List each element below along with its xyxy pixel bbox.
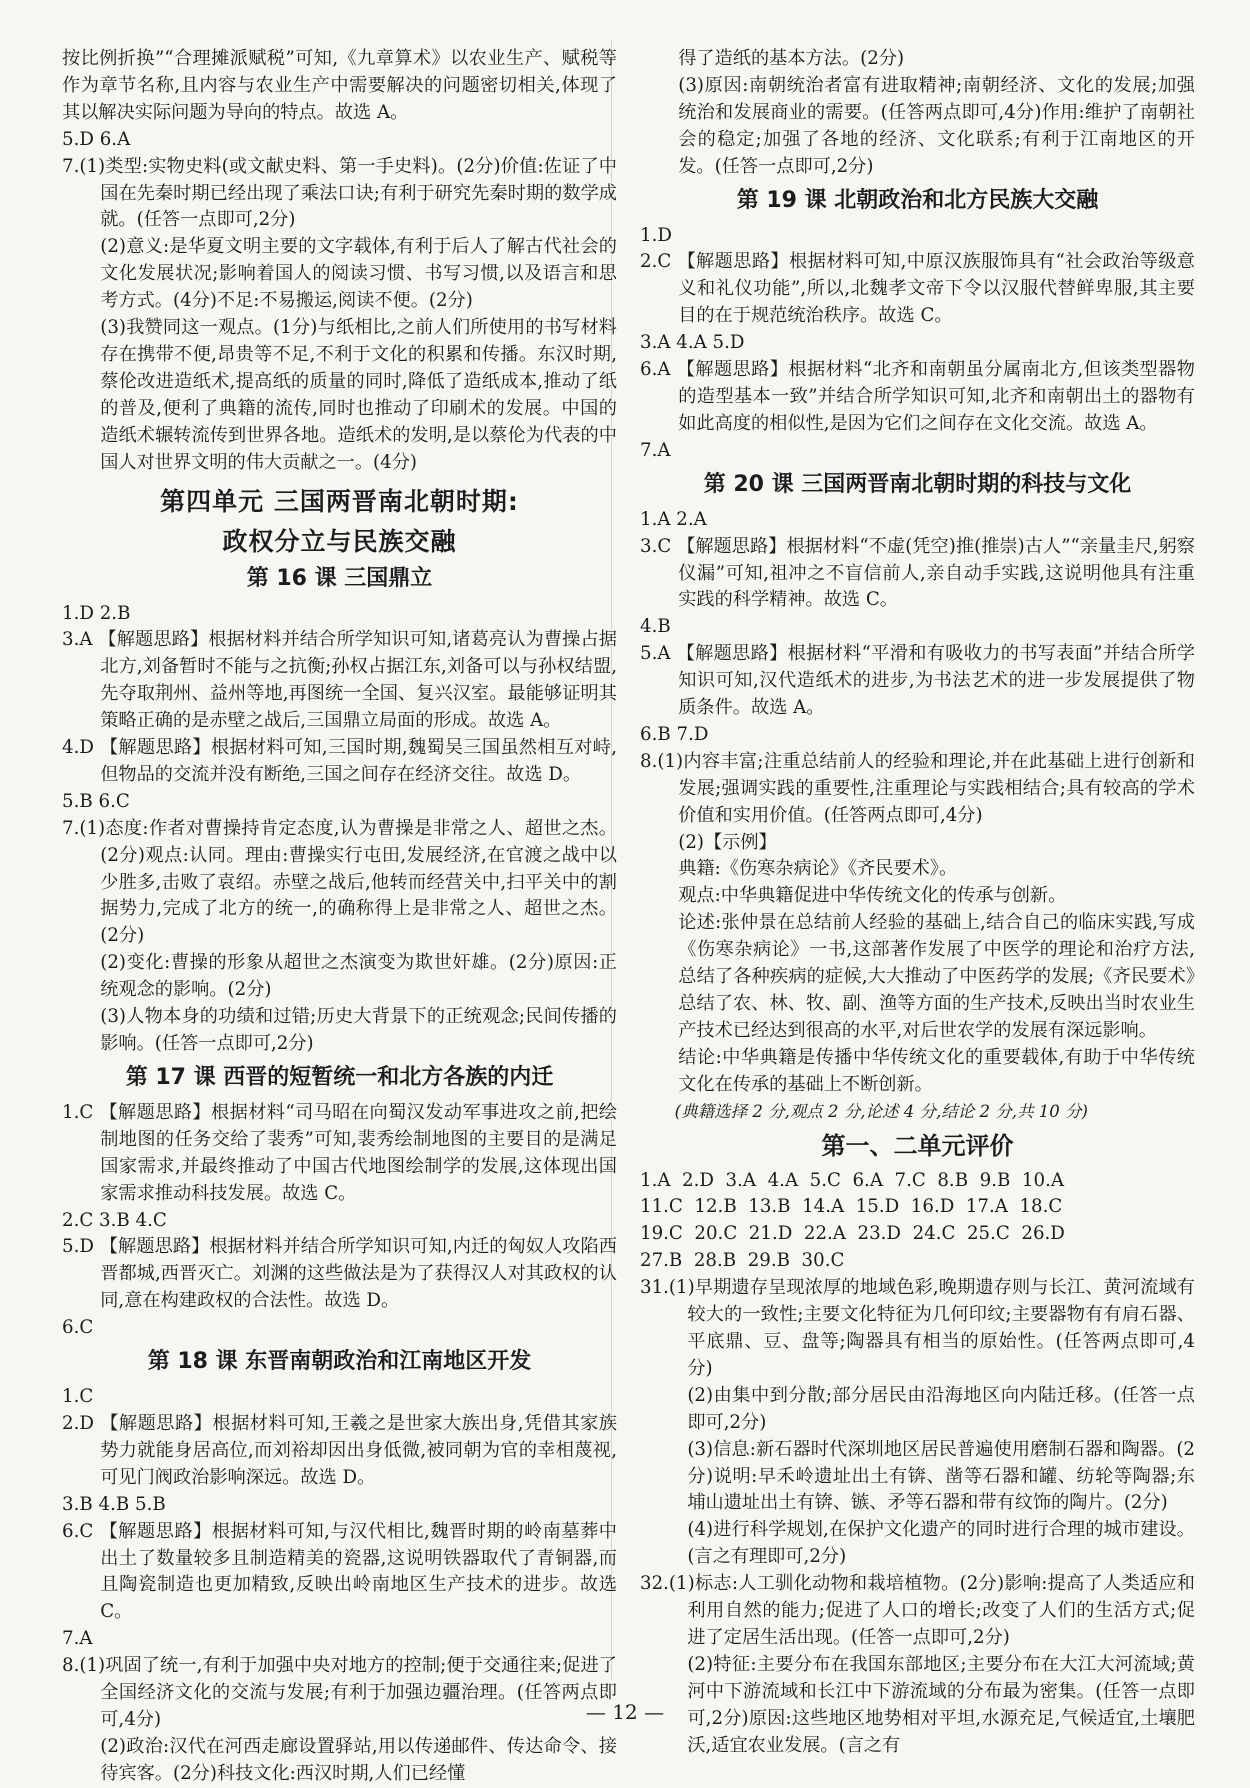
l18-answer-7: 7.A xyxy=(62,1628,93,1650)
l16-answer-7-3: (3)人物本身的功绩和过错;历史大背景下的正统观念;民间传播的影响。(任答一点即可,2分) xyxy=(100,1006,617,1054)
lesson-16-title: 第 16 课 三国鼎立 xyxy=(246,565,433,591)
evaluation-answers-row-4: 27.B 28.B 29.B 30.C xyxy=(640,1250,845,1272)
l16-answer-5: 5.B 6.C xyxy=(62,790,130,812)
l20-answer-6: 6.B 7.D xyxy=(640,723,709,745)
left-column xyxy=(62,46,617,1788)
evaluation-answers-row-1: 1.A 2.D 3.A 4.A 5.C 6.A 7.C 8.B 9.B 10.A xyxy=(640,1169,1064,1191)
answer-31-4: (4)进行科学规划,在保护文化遗产的同时进行合理的城市建设。(言之有理即可,2分) xyxy=(687,1519,1195,1568)
l17-answer-6: 6.C xyxy=(62,1317,94,1339)
answer-31-3: (3)信息:新石器时代深圳地区居民普遍使用磨制石器和陶器。(2分)说明:早禾岭遗址出土有锛、凿等石器和罐、纺轮等陶器;东埔山遗址出土有锛、镞、矛等石器和带有纹饰的陶片。(2分) xyxy=(687,1438,1195,1514)
answer-31-2: (2)由集中到分散;部分居民由沿海地区向内陆迁移。(任答一点即可,2分) xyxy=(687,1384,1195,1433)
l18-answer-2: 2.D 【解题思路】根据材料可知,王羲之是世家大族出身,凭借其家族势力就能身居高位,而刘裕却因出身低微,被同朝为官的幸相蔑视,可见门阀政治影响深远。故选 D。 xyxy=(62,1412,617,1488)
l19-answer-6: 6.A 【解题思路】根据材料“北齐和南朝虽分属南北方,但该类型器物的造型基本一致”并结合所学知识可知,北齐和南朝出土的器物有如此高度的相似性,是因为它们之间存在文化交流。故选 A。 xyxy=(640,359,1195,434)
l20-answer-8-2-head: (2)【示例】 xyxy=(678,831,777,853)
answer-5-6: 5.D 6.A xyxy=(62,128,131,150)
lesson-19-title: 第 19 课 北朝政治和北方民族大交融 xyxy=(736,187,1099,213)
l20-answer-8-2-view: 观点:中华典籍促进中华传统文化的传承与创新。 xyxy=(678,885,1067,907)
l17-answer-5: 5.D 【解题思路】根据材料并结合所学知识可知,内迁的匈奴人攻陷西晋都城,西晋灭亡。刘渊的这些做法是为了获得汉人对其政权的认同,意在构建政权的合法性。故选 D。 xyxy=(62,1236,617,1312)
l20-answer-8-2-argument: 论述:张仲景在总结前人经验的基础上,结合自己的临床实践,写成《伤寒杂病论》一书,这部著作发展了中医学的理论和治疗方法,总结了各种疾病的症候,大大推动了中医药学的发展;《齐民要术》总结了农、林、牧、副、渔等方面的生产技术,反映出当时农业生产技术已经达到很高的水平,对后世农学的发展有深远影响。 xyxy=(678,912,1195,1041)
answer-32-1: 32.(1)标志:人工驯化动物和栽培植物。(2分)影响:提高了人类适应和利用自然的能力;促进了人口的增长;改变了人们的生活方式;促进了定居生活出现。(任答一点即可,2分) xyxy=(640,1573,1195,1648)
l20-answer-8-2-books: 典籍:《伤寒杂病论》《齐民要术》。 xyxy=(678,858,958,880)
l16-answer-4: 4.D 【解题思路】根据材料可知,三国时期,魏蜀吴三国虽然相互对峙,但物品的交流并没有断绝,三国之间存在经济交往。故选 D。 xyxy=(62,737,617,785)
l19-answer-1: 1.D xyxy=(640,224,672,246)
l20-answer-4: 4.B xyxy=(640,616,671,638)
l20-answer-8-2-conclusion: 结论:中华典籍是传播中华传统文化的重要载体,有助于中华传统文化在传承的基础上不断创新。 xyxy=(678,1046,1195,1095)
answer-31-1: 31.(1)早期遗存呈现浓厚的地域色彩,晚期遗存则与长江、黄河流域有较大的一致性;主要文化特征为几何印纹;主要器物有有肩石器、平底鼎、豆、盘等;陶器具有相当的原始性。(任答两点即可,4分) xyxy=(640,1277,1195,1379)
continued-text-2: (3)原因:南朝统治者富有进取精神;南朝经济、文化的发展;加强统治和发展商业的需要。(任答两点即可,4分)作用:维护了南朝社会的稳定;加强了各地的经济、文化联系;有利于江南地区的开发。(任答一点即可,2分) xyxy=(678,74,1195,177)
answer-7-3: (3)我赞同这一观点。(1分)与纸相比,之前人们所使用的书写材料存在携带不便,昂贵等不足,不利于文化的积累和传播。东汉时期,蔡伦改进造纸术,提高纸的质量的同时,降低了造纸成本,推动了纸的普及,便利了典籍的流传,同时也推动了印刷术的发展。中国的造纸术辗转流传到世界各地。造纸术的发明,是以蔡伦为代表的中国人对世界文明的伟大贡献之一。(4分) xyxy=(100,317,617,473)
l18-answer-8: 8.(1)巩固了统一,有利于加强中央对地方的控制;便于交通往来;促进了全国经济文化的交流与发展;有利于加强边疆治理。(任答两点即可,4分) xyxy=(62,1655,617,1730)
intro-text: 按比例折换”“合理摊派赋税”可知,《九章算术》以农业生产、赋税等作为章节名称,且内容与农业生产中需要解决的问题密切相关,体现了其以解决实际问题为导向的特点。故选 A。 xyxy=(62,48,617,123)
l18-answer-8-2: (2)政治:汉代在河西走廊设置驿站,用以传递邮件、传达命令、接待宾客。(2分)科技文化:西汉时期,人们已经懂 xyxy=(100,1735,617,1784)
answer-7-1: 7.(1)类型:实物史料(或文献史料、第一手史料)。(2分)价值:佐证了中国在先秦时期已经出现了乘法口诀;有利于研究先秦时期的数学成就。(任答一点即可,2分) xyxy=(62,155,617,231)
l20-answer-1: 1.A 2.A xyxy=(640,508,707,530)
l20-answer-3: 3.C 【解题思路】根据材料“不虚(凭空)推(推崇)古人”“亲量圭尺,躬察仪漏”可知,祖冲之不盲信前人,亲自动手实践,这说明他具有注重实践的科学精神。故选 C。 xyxy=(640,535,1195,611)
l16-answer-1: 1.D 2.B xyxy=(62,602,131,624)
l19-answer-2: 2.C 【解题思路】根据材料可知,中原汉族服饰具有“社会政治等级意义和礼仪功能”,所以,北魏孝文帝下令以汉服代替鲜卑服,其主要目的在于规范统治秩序。故选 C。 xyxy=(640,251,1195,327)
lesson-18-title: 第 18 课 东晋南朝政治和江南地区开发 xyxy=(147,1349,532,1375)
l19-answer-3: 3.A 4.A 5.D xyxy=(640,332,745,354)
lesson-17-title: 第 17 课 西晋的短暂统一和北方各族的内迁 xyxy=(125,1064,554,1090)
l18-answer-1: 1.C xyxy=(62,1386,94,1408)
page-number: — 12 — xyxy=(585,1700,665,1724)
evaluation-title: 第一、二单元评价 xyxy=(821,1131,1014,1160)
l19-answer-7: 7.A xyxy=(640,439,671,461)
answer-32-2: (2)特征:主要分布在我国东部地区;主要分布在大江大河流域;黄河中下游流域和长江中下游流域的分布最为密集。(任答一点即可,2分)原因:这些地区地势相对平坦,水源充足,气候适宜,土壤肥沃,适宜农业发展。(言之有 xyxy=(687,1653,1195,1756)
l18-answer-6: 6.C 【解题思路】根据材料可知,与汉代相比,魏晋时期的岭南墓葬中出土了数量较多且制造精美的瓷器,这说明铁器取代了青铜器,而且陶瓷制造也更加精致,反映出岭南地区生产技术的进步。故选 C。 xyxy=(62,1520,617,1623)
evaluation-answers-row-3: 19.C 20.C 21.D 22.A 23.D 24.C 25.C 26.D xyxy=(640,1223,1065,1245)
l16-answer-7: 7.(1)态度:作者对曹操持肯定态度,认为曹操是非常之人、超世之杰。(2分)观点:认同。理由:曹操实行屯田,发展经济,在官渡之战中以少胜多,击败了袁绍。赤壁之战后,他转而经营关中,扫平关中的割据势力,完成了北方的统一,的确称得上是非常之人、超世之杰。(2分) xyxy=(62,817,617,947)
l16-answer-3: 3.A 【解题思路】根据材料并结合所学知识可知,诸葛亮认为曹操占据北方,刘备暂时不能与之抗衡;孙权占据江东,刘备可以与孙权结盟,先夺取荆州、益州等地,再图统一全国、复兴汉室。最能够证明其策略正确的是赤壁之战后,三国鼎立局面的形成。故选 A。 xyxy=(62,629,617,732)
l16-answer-7-2: (2)变化:曹操的形象从超世之杰演变为欺世奸雄。(2分)原因:正统观念的影响。(2分) xyxy=(100,952,617,1001)
unit-4-title-line1: 第四单元 三国两晋南北朝时期: xyxy=(160,486,519,516)
l17-answer-1: 1.C 【解题思路】根据材料“司马昭在向蜀汉发动军事进攻之前,把绘制地图的任务交给了裴秀”可知,裴秀绘制地图的主要目的是满足国家需求,并最终推动了中国古代地图绘制学的发展,这体现出国家需求推动科技发展。故选 C。 xyxy=(62,1101,617,1204)
right-column xyxy=(640,46,1195,1759)
continued-text-1: 得了造纸的基本方法。(2分) xyxy=(678,48,905,69)
answer-7-2: (2)意义:是华夏文明主要的文字载体,有利于后人了解古代社会的文化发展状况;影响着国人的阅读习惯、书写习惯,以及语言和思考方式。(4分)不足:不易搬运,阅读不便。(2分) xyxy=(100,236,617,312)
l18-answer-3: 3.B 4.B 5.B xyxy=(62,1493,166,1515)
evaluation-answers-row-2: 11.C 12.B 13.B 14.A 15.D 16.D 17.A 18.C xyxy=(640,1196,1063,1218)
l20-answer-5: 5.A 【解题思路】根据材料“平滑和有吸收力的书写表面”并结合所学知识可知,汉代造纸术的进步,为书法艺术的进一步发展提供了物质条件。故选 A。 xyxy=(640,643,1195,719)
l20-scoring-note: (典籍选择 2 分,观点 2 分,论述 4 分,结论 2 分,共 10 分) xyxy=(674,1101,1088,1121)
l17-answer-2: 2.C 3.B 4.C xyxy=(62,1209,167,1231)
l20-answer-8: 8.(1)内容丰富;注重总结前人的经验和理论,并在此基础上进行创新和发展;强调实践的重要性,注重理论与实践相结合;具有较高的学术价值和实用价值。(任答两点即可,4分) xyxy=(640,750,1195,826)
lesson-20-title: 第 20 课 三国两晋南北朝时期的科技与文化 xyxy=(703,471,1132,497)
unit-4-title-line2: 政权分立与民族交融 xyxy=(222,526,457,556)
